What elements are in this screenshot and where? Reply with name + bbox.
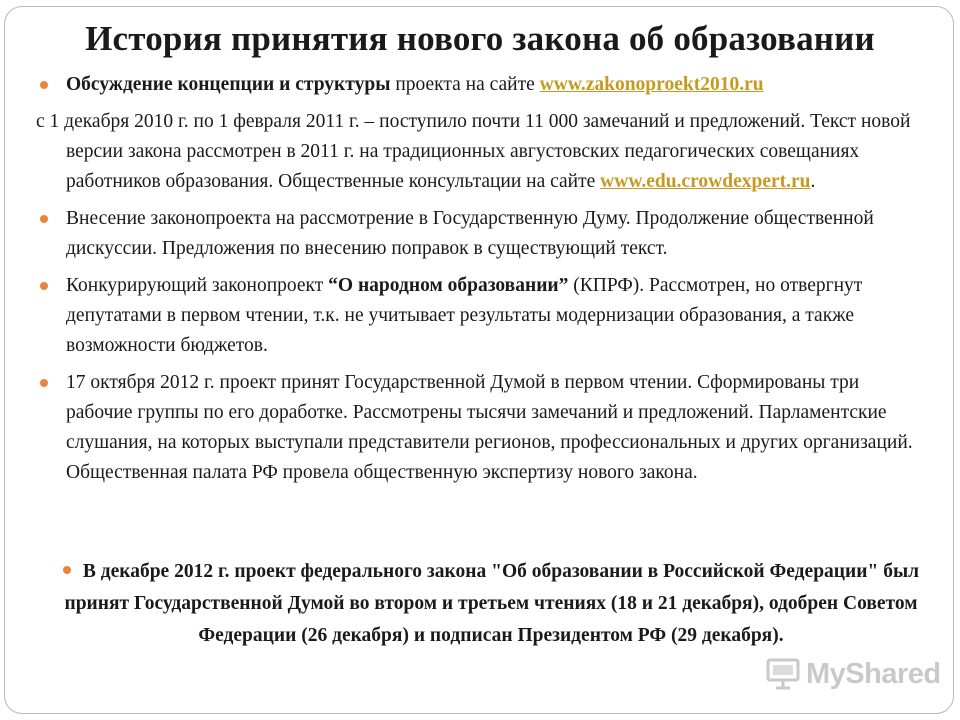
watermark xyxy=(766,654,941,694)
bullet-item-first-reading xyxy=(36,368,916,488)
final-text: В декабре 2012 г. проект федерального закона "Об образовании в Российской Федерации" был принят Государственной Думой во втором и третьем чтениях (18 и 21 декабря), одобрен Советом Федерации (26 декабря) и подписан Президентом РФ (29 декабря). xyxy=(64,561,920,646)
zakonoproekt-link[interactable]: www.zakonoproekt2010.ru xyxy=(539,74,764,95)
bullet-item-discussion xyxy=(36,70,916,100)
bullet-item-competing-bill xyxy=(36,271,916,361)
paragraph-comments xyxy=(36,107,916,197)
presentation-icon xyxy=(766,657,800,691)
item-text-before: Конкурирующий законопроект xyxy=(66,275,329,296)
item-text-after: . xyxy=(810,171,816,192)
item-bold-text: Обсуждение концепции и структуры xyxy=(66,74,391,95)
crowdexpert-link[interactable]: www.edu.crowdexpert.ru xyxy=(600,171,811,192)
watermark-text: MyShared xyxy=(806,657,941,690)
slide-content xyxy=(36,70,916,488)
slide-title: История принятия нового закона об образовании xyxy=(85,19,875,58)
bullet-icon xyxy=(63,566,71,574)
final-bullet xyxy=(62,556,920,652)
bullet-icon xyxy=(40,215,48,223)
item-text: Внесение законопроекта на рассмотрение в Государственную Думу. Продолжение общественной дискуссии. Предложения по внесению поправок в существующий текст. xyxy=(66,208,874,259)
bullet-icon xyxy=(40,81,48,89)
bullet-item-duma-submission xyxy=(36,204,916,264)
bullet-icon xyxy=(40,379,48,387)
bullet-icon xyxy=(40,282,48,290)
item-text: проекта на сайте xyxy=(390,74,540,95)
item-text: (КПРФ). Рассмотрен, но отвергнут депутатами в первом чтении, т.к. не учитывает результаты модернизации образования, а также возможности бюджетов. xyxy=(66,275,863,356)
item-text: 17 октября 2012 г. проект принят Государственной Думой в первом чтении. Сформированы три рабочие группы по его доработке. Рассмотрены тысячи замечаний и предложений. Парламентские слушания, на которых выступали представители регионов, профессиональных и других организаций. Общественная палата РФ провела общественную экспертизу нового закона. xyxy=(66,372,913,483)
item-text: с 1 декабря 2010 г. по 1 февраля 2011 г. – поступило почти 11 000 замечаний и предложений. Текст новой версии закона рассмотрен в 2011 г. на традиционных августовских педагогических совещаниях работников образования. Общественные консультации на сайте xyxy=(36,111,911,192)
item-bold-text: “О народном образовании” xyxy=(328,275,569,296)
